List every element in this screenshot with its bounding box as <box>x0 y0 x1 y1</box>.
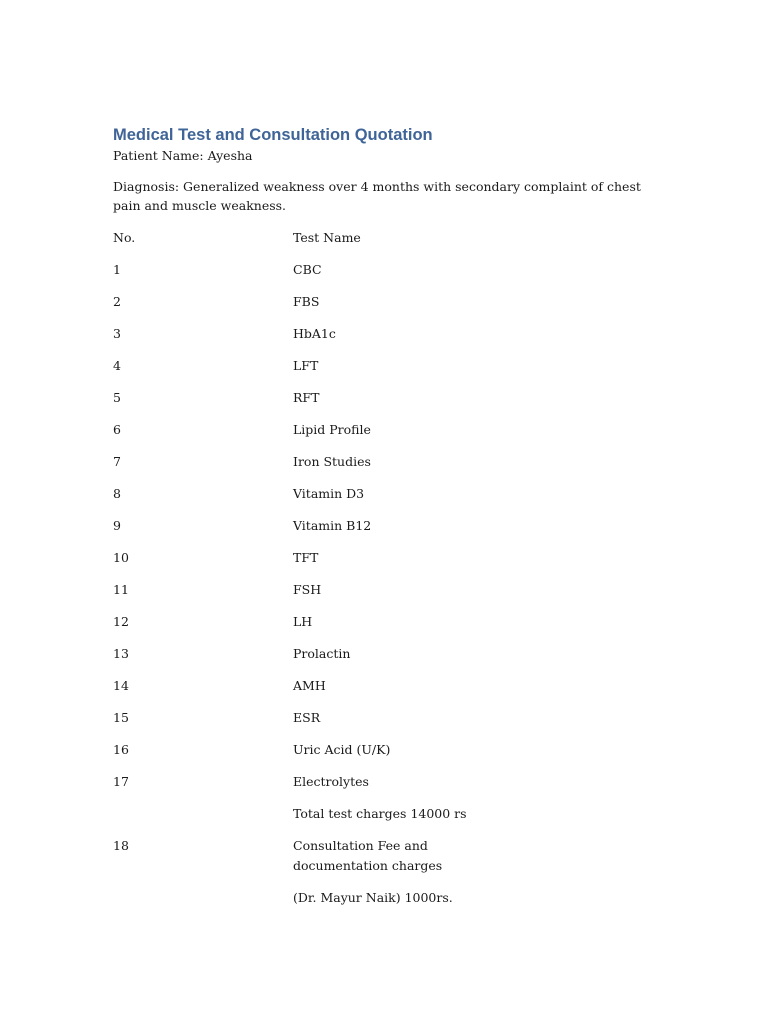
row-test-name: LFT <box>293 358 319 373</box>
table-row <box>113 644 673 664</box>
table-row <box>113 836 673 876</box>
row-number: 8 <box>113 486 121 501</box>
row-number <box>113 888 293 908</box>
row-number: 4 <box>113 358 121 373</box>
table-row <box>113 580 673 600</box>
table-row <box>113 804 673 824</box>
header-no: No. <box>113 230 136 245</box>
row-test-name: Iron Studies <box>293 454 371 469</box>
row-number: 6 <box>113 422 121 437</box>
row-number: 18 <box>113 838 129 853</box>
table-body <box>113 260 673 908</box>
row-number: 5 <box>113 390 121 405</box>
row-test-name: CBC <box>293 262 322 277</box>
row-number: 1 <box>113 262 121 277</box>
row-test-name: RFT <box>293 390 320 405</box>
row-number: 16 <box>113 742 129 757</box>
table-row <box>113 740 673 760</box>
table-row <box>113 612 673 632</box>
row-test-name: Electrolytes <box>293 774 369 789</box>
row-number: 15 <box>113 710 129 725</box>
diagnosis: Diagnosis: Generalized weakness over 4 months with secondary complaint of chest pain and muscle weakness. <box>113 179 641 213</box>
table-row <box>113 324 673 344</box>
row-test-name: AMH <box>293 678 326 693</box>
row-number: 3 <box>113 326 121 341</box>
table-row <box>113 676 673 696</box>
row-number: 7 <box>113 454 121 469</box>
row-number: 2 <box>113 294 121 309</box>
table-row <box>113 516 673 536</box>
row-test-name: (Dr. Mayur Naik) 1000rs. <box>293 890 453 905</box>
table-row <box>113 708 673 728</box>
document-title: Medical Test and Consultation Quotation <box>113 126 433 144</box>
table-header-row <box>113 228 673 248</box>
header-test-name: Test Name <box>293 230 361 245</box>
row-test-name: FBS <box>293 294 320 309</box>
row-test-name: Prolactin <box>293 646 351 661</box>
row-test-name: ESR <box>293 710 321 725</box>
row-number: 10 <box>113 550 129 565</box>
table-row <box>113 888 673 908</box>
row-number: 11 <box>113 582 129 597</box>
table-row <box>113 452 673 472</box>
table-row <box>113 484 673 504</box>
row-test-name: Consultation Fee and documentation charges <box>293 838 443 873</box>
row-number: 13 <box>113 646 129 661</box>
document-page <box>113 124 673 920</box>
row-test-name: Uric Acid (U/K) <box>293 742 391 757</box>
table-row <box>113 356 673 376</box>
table-row <box>113 388 673 408</box>
row-test-name: TFT <box>293 550 319 565</box>
row-test-name: FSH <box>293 582 322 597</box>
table-row <box>113 772 673 792</box>
table-row <box>113 292 673 312</box>
row-test-name: Lipid Profile <box>293 422 371 437</box>
table-row <box>113 260 673 280</box>
row-test-name: LH <box>293 614 313 629</box>
row-test-name: HbA1c <box>293 326 336 341</box>
row-test-name: Vitamin B12 <box>293 518 372 533</box>
table-row <box>113 548 673 568</box>
row-test-name: Total test charges 14000 rs <box>293 806 467 821</box>
row-number <box>113 804 293 824</box>
row-number: 14 <box>113 678 129 693</box>
row-number: 9 <box>113 518 121 533</box>
row-number: 12 <box>113 614 129 629</box>
row-test-name: Vitamin D3 <box>293 486 365 501</box>
row-number: 17 <box>113 774 129 789</box>
patient-name: Patient Name: Ayesha <box>113 148 253 163</box>
test-table <box>113 228 673 908</box>
table-row <box>113 420 673 440</box>
